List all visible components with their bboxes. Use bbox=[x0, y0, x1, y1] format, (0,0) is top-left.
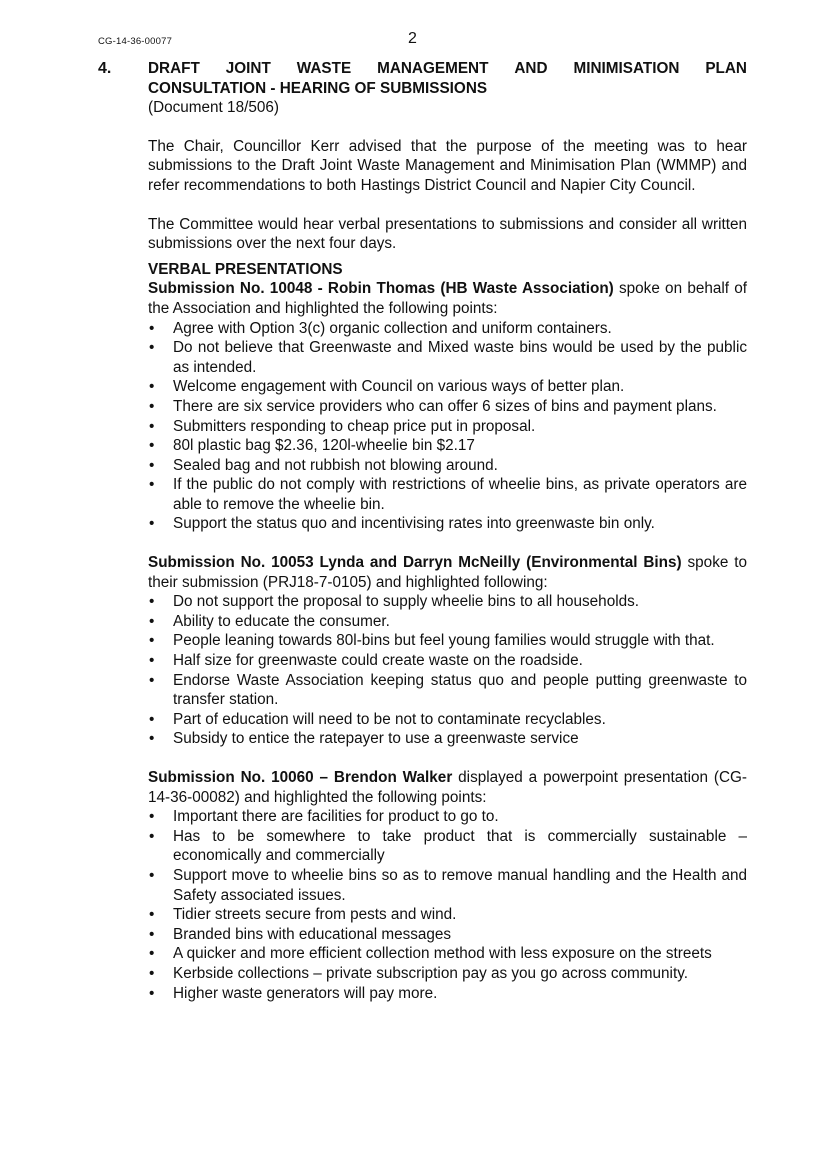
submission-title: Submission No. 10048 - Robin Thomas (HB Waste Association) bbox=[148, 280, 614, 298]
submission-points bbox=[148, 807, 747, 1003]
submission-title: Submission No. 10053 Lynda and Darryn McNeilly (Environmental Bins) bbox=[148, 554, 682, 572]
list-item: • Do not believe that Greenwaste and Mixed waste bins would be used by the public as intended. bbox=[148, 338, 747, 377]
list-item: • If the public do not comply with restrictions of wheelie bins, as private operators are able to remove the wheelie bin. bbox=[148, 475, 747, 514]
list-item: • Sealed bag and not rubbish not blowing around. bbox=[148, 456, 747, 476]
intro-paragraph: The Chair, Councillor Kerr advised that the purpose of the meeting was to hear submissions to the Draft Joint Waste Management and Minimisation Plan (WMMP) and refer recommendations to both Hastings District Council and Napier City Council. bbox=[148, 137, 747, 194]
list-item: • Subsidy to entice the ratepayer to use a greenwaste service bbox=[148, 729, 747, 749]
submission-points bbox=[148, 319, 747, 535]
page-number: 2 bbox=[408, 30, 417, 47]
list-item: • Half size for greenwaste could create waste on the roadside. bbox=[148, 651, 747, 671]
list-item: • Has to be somewhere to take product that is commercially sustainable – economically and commercially bbox=[148, 827, 747, 866]
list-item: • Ability to educate the consumer. bbox=[148, 612, 747, 632]
list-item: • Higher waste generators will pay more. bbox=[148, 984, 747, 1004]
submission-intro bbox=[148, 553, 747, 592]
item-number: 4. bbox=[98, 60, 112, 77]
list-item: • Agree with Option 3(c) organic collection and uniform containers. bbox=[148, 319, 747, 339]
submission-title: Submission No. 10060 – Brendon Walker bbox=[148, 769, 453, 786]
title-word: WASTE bbox=[296, 60, 352, 77]
title-word: MANAGEMENT bbox=[377, 60, 489, 77]
submission-intro-text: spoke on behalf of the Association and highlighted the following points: bbox=[148, 280, 747, 317]
title-word: DRAFT bbox=[148, 60, 200, 77]
list-item: • Branded bins with educational messages bbox=[148, 925, 747, 945]
list-item: • Endorse Waste Association keeping status quo and people putting greenwaste to transfer station. bbox=[148, 671, 747, 710]
title-word: JOINT bbox=[225, 60, 271, 77]
list-item: • Part of education will need to be not to contaminate recyclables. bbox=[148, 710, 747, 730]
verbal-presentations-heading: VERBAL PRESENTATIONS bbox=[148, 260, 343, 278]
submission-points bbox=[148, 592, 747, 749]
document-reference: CG-14-36-00077 bbox=[98, 36, 173, 47]
list-item: • Tidier streets secure from pests and wind. bbox=[148, 905, 747, 925]
list-item: • Welcome engagement with Council on various ways of better plan. bbox=[148, 377, 747, 397]
document-number: (Document 18/506) bbox=[148, 99, 279, 117]
list-item: • Kerbside collections – private subscription pay as you go across community. bbox=[148, 964, 747, 984]
title-word: MINIMISATION bbox=[573, 60, 680, 77]
list-item: • Support the status quo and incentivising rates into greenwaste bin only. bbox=[148, 514, 747, 534]
list-item: • There are six service providers who can offer 6 sizes of bins and payment plans. bbox=[148, 397, 747, 417]
committee-paragraph: The Committee would hear verbal presentations to submissions and consider all written submissions over the next four days. bbox=[148, 215, 747, 253]
list-item: • A quicker and more efficient collection method with less exposure on the streets bbox=[148, 944, 747, 964]
submission-intro-text: spoke to their submission (PRJ18-7-0105) and highlighted following: bbox=[148, 554, 747, 591]
title-word: PLAN bbox=[705, 60, 747, 77]
submission-intro-text: displayed a powerpoint presentation (CG-14-36-00082) and highlighted the following points: bbox=[148, 769, 747, 806]
item-title-line1 bbox=[148, 59, 747, 79]
list-item: • People leaning towards 80l-bins but feel young families would struggle with that. bbox=[148, 631, 747, 651]
list-item: • Support move to wheelie bins so as to remove manual handling and the Health and Safety associated issues. bbox=[148, 866, 747, 905]
document-body bbox=[148, 59, 747, 1003]
list-item: • Important there are facilities for product to go to. bbox=[148, 807, 747, 827]
list-item: • 80l plastic bag $2.36, 120l-wheelie bin $2.17 bbox=[148, 436, 747, 456]
submission-intro bbox=[148, 279, 747, 318]
list-item: • Do not support the proposal to supply wheelie bins to all households. bbox=[148, 592, 747, 612]
list-item: • Submitters responding to cheap price put in proposal. bbox=[148, 417, 747, 437]
item-title-line2: CONSULTATION - HEARING OF SUBMISSIONS bbox=[148, 79, 488, 97]
title-word: AND bbox=[514, 60, 548, 77]
submission-intro bbox=[148, 768, 747, 807]
